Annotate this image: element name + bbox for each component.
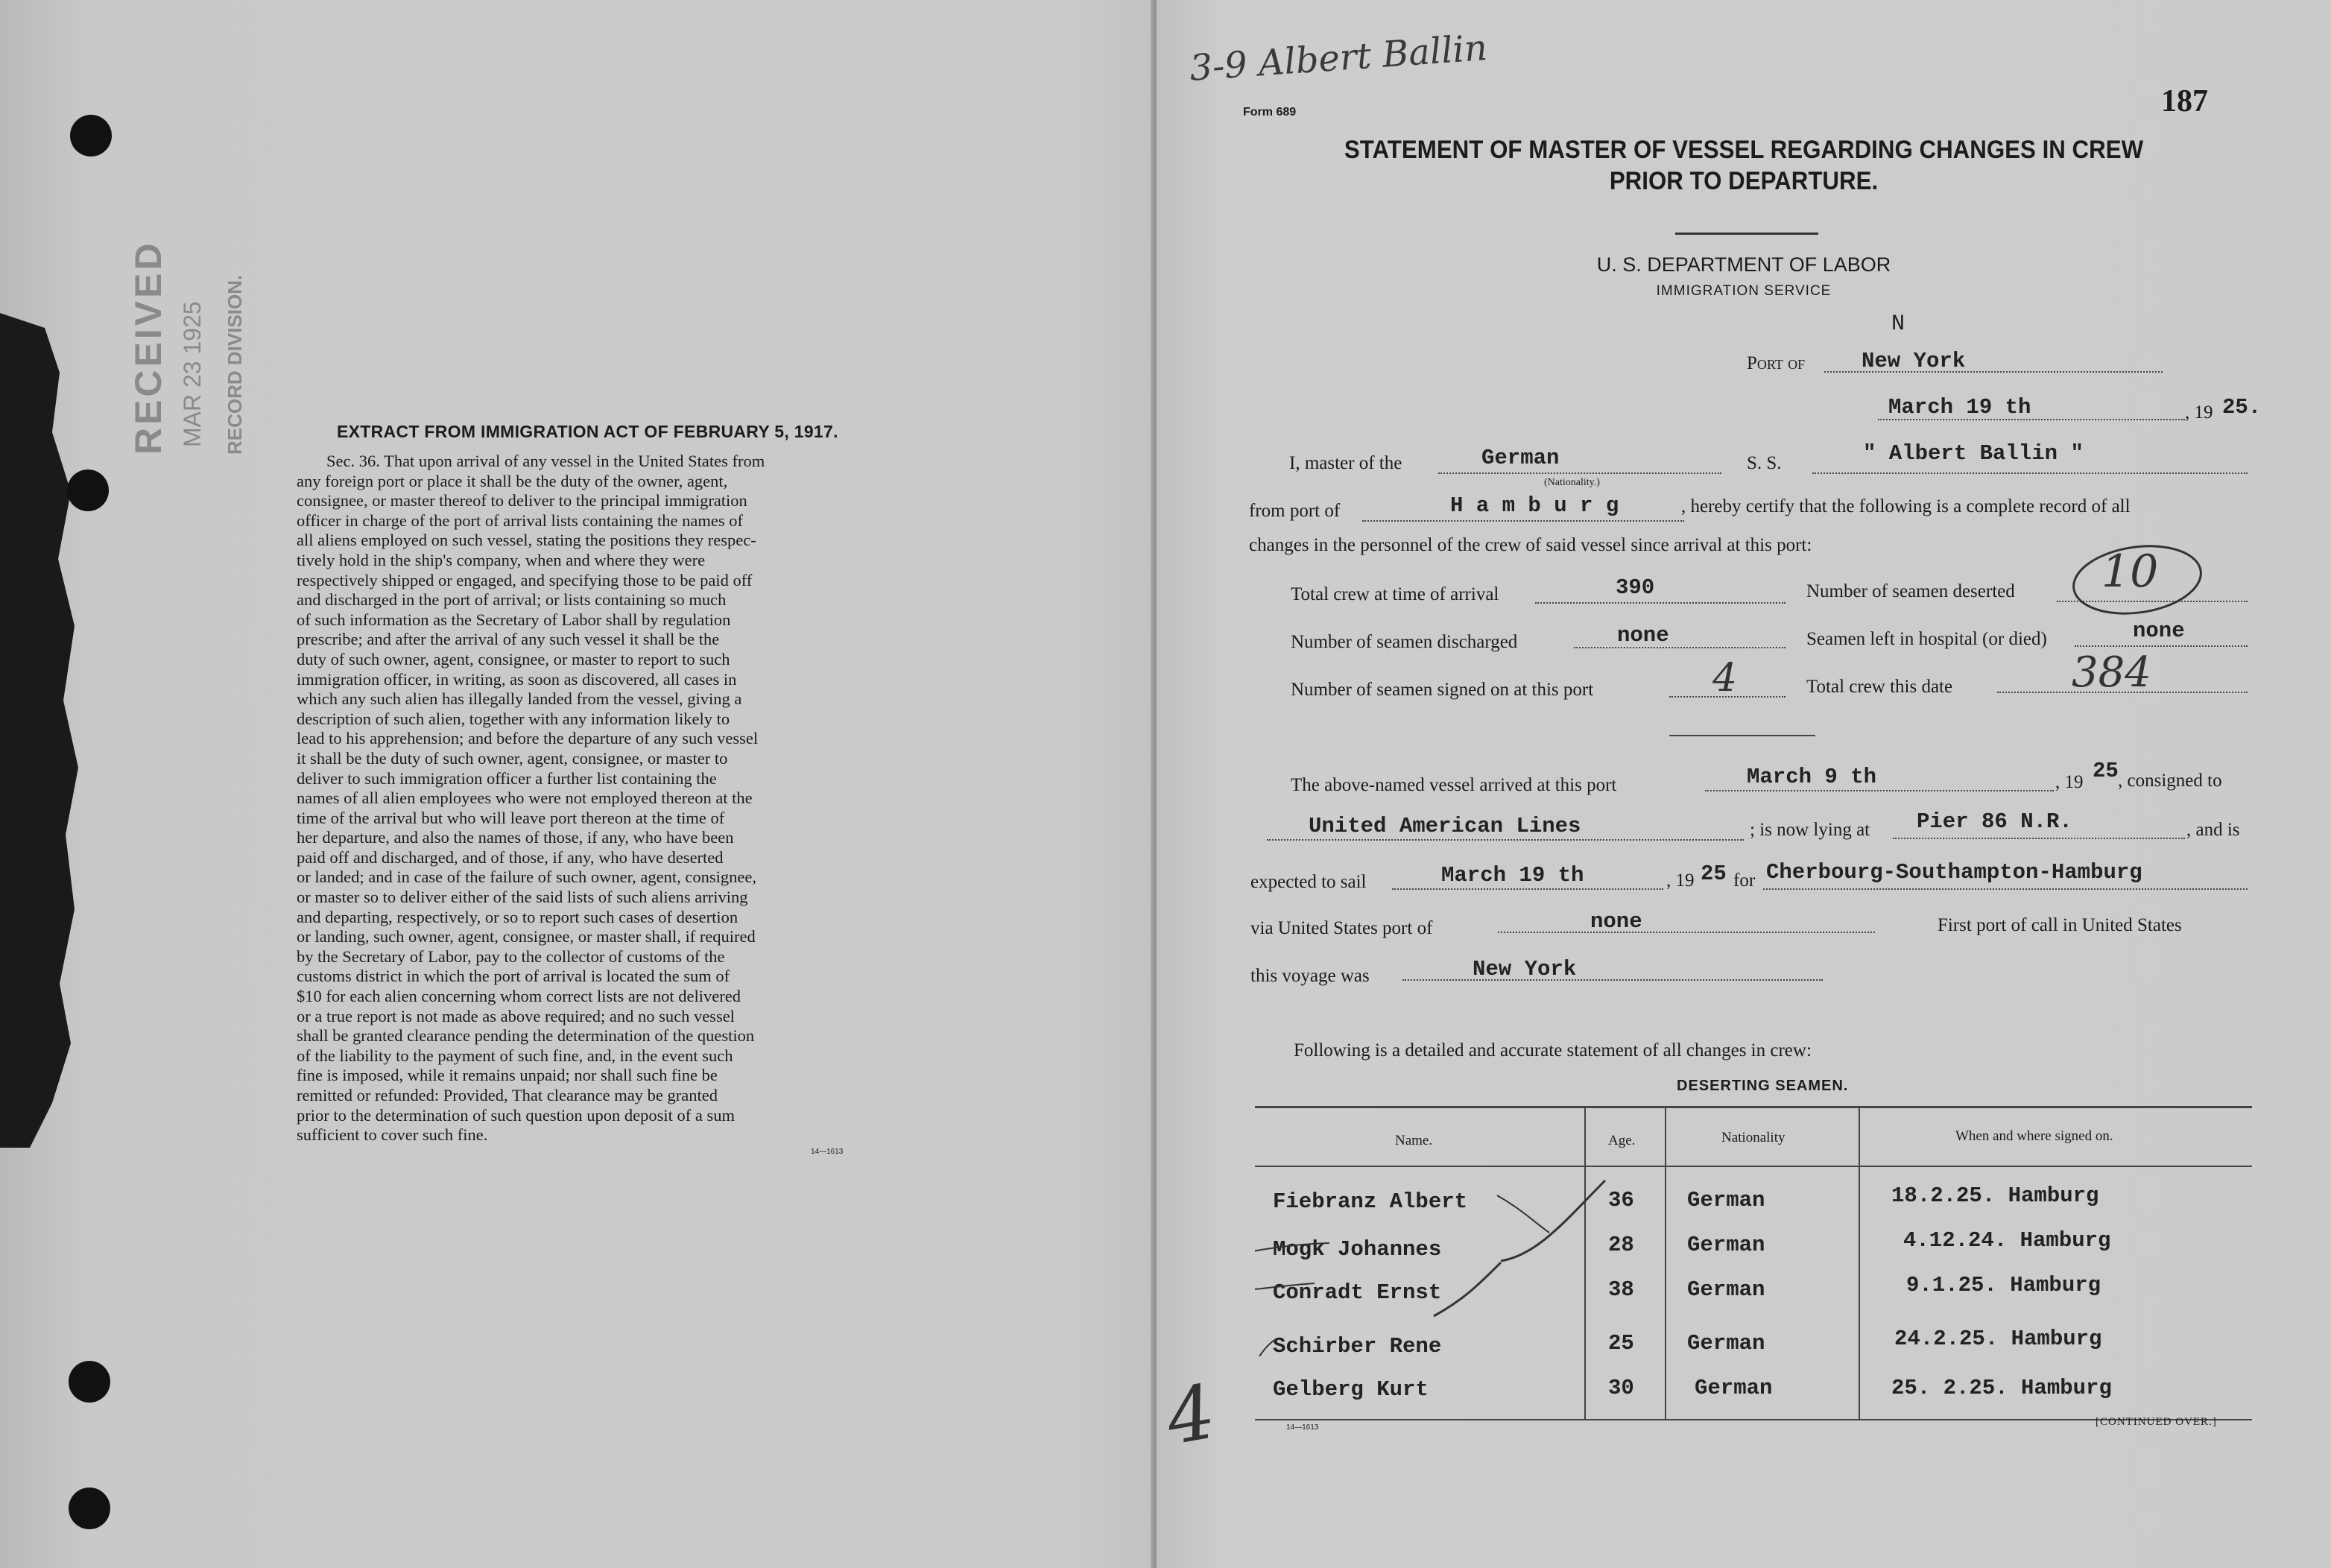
deserted-value: 10	[2101, 546, 2159, 598]
field-line	[1574, 647, 1786, 648]
field-line	[2075, 645, 2248, 647]
form-title-line: STATEMENT OF MASTER OF VESSEL REGARDING CHANGES IN CREW	[1344, 136, 2144, 164]
consignee-value: United American Lines	[1309, 814, 1581, 838]
divider	[1675, 233, 1818, 235]
total-crew-value: 390	[1616, 575, 1655, 600]
seaman-age: 38	[1608, 1277, 1634, 1302]
destination-value: Cherbourg-Southampton-Hamburg	[1766, 860, 2142, 885]
handwritten-annotation: 3-9 Albert Ballin	[1188, 27, 1489, 89]
extract-line: respectively shipped or engaged, and specifying those to be paid off	[297, 570, 753, 589]
total-crew-label: Total crew at time of arrival	[1291, 584, 1499, 604]
extract-line: lead to his apprehension; and before the departure of any such vessel	[297, 729, 759, 748]
department: U. S. DEPARTMENT OF LABOR	[1596, 253, 1891, 276]
discharged-label: Number of seamen discharged	[1291, 632, 1518, 652]
date-year-prefix: , 19	[2185, 402, 2213, 423]
from-port: H a m b u r g	[1450, 493, 1619, 518]
extract-line: officer in charge of the port of arrival lists containing the names of	[297, 510, 743, 530]
margin-mark: 4	[1160, 1368, 1222, 1462]
table-form-code: 14—1613	[1286, 1423, 1319, 1432]
extract-line: names of all alien employees who were not employed thereon at the	[297, 788, 753, 808]
total-date-value: 384	[2072, 648, 2151, 697]
consigned-label: , consigned to	[2118, 771, 2222, 791]
seaman-signed-on: 4.12.24. Hamburg	[1903, 1228, 2111, 1253]
voyage-value: New York	[1473, 957, 1577, 981]
and-is-text: , and is	[2186, 820, 2240, 840]
extract-line: deliver to such immigration officer a further list containing the	[297, 768, 717, 788]
extract-form-code: 14—1613	[811, 1148, 844, 1156]
punch-hole	[69, 1488, 110, 1529]
deserting-seamen-title: DESERTING SEAMEN.	[1677, 1078, 1849, 1094]
extract-line: description of such alien, together with any information likely to	[297, 709, 730, 728]
service: IMMIGRATION SERVICE	[1656, 283, 1832, 299]
form-number: Form 689	[1243, 106, 1297, 118]
seaman-signed-on: 24.2.25. Hamburg	[1894, 1327, 2102, 1351]
extract-line: paid off and discharged, and of those, if any, who have deserted	[297, 847, 724, 867]
seaman-nationality: German	[1687, 1188, 1765, 1213]
seaman-signed-on: 25. 2.25. Hamburg	[1891, 1376, 2112, 1400]
extract-title: EXTRACT FROM IMMIGRATION ACT OF FEBRUARY 5, 1917.	[337, 422, 838, 441]
received-stamp	[89, 216, 283, 462]
extract-line: tively hold in the ship's company, when and where they were	[297, 550, 706, 569]
extract-line: or landing, such owner, agent, consignee, or master shall, if required	[297, 927, 756, 946]
column-header-age: Age.	[1608, 1133, 1636, 1148]
stamp-received: RECEIVED	[127, 240, 169, 455]
extract-line: fine is imposed, while it remains unpaid; nor shall such fine be	[297, 1066, 718, 1085]
seaman-age: 25	[1608, 1331, 1634, 1356]
via-label: via United States port of	[1250, 918, 1433, 938]
field-line	[1267, 839, 1744, 841]
first-port-label: First port of call in United States	[1938, 915, 2182, 935]
continued-note: [CONTINUED OVER.]	[2096, 1416, 2217, 1428]
divider	[1669, 735, 1815, 736]
seaman-age: 36	[1608, 1188, 1634, 1213]
seaman-name: Mogk Johannes	[1273, 1237, 1442, 1262]
extract-line: or landed; and in case of the failure of such owner, agent, consignee,	[297, 867, 756, 887]
extract-line: Sec. 36. That upon arrival of any vessel in the United States from	[326, 452, 765, 470]
extract-line: which any such alien has illegally landed from the vessel, giving a	[297, 689, 742, 709]
port-label: Port of	[1747, 353, 1806, 373]
expected-label: expected to sail	[1250, 872, 1367, 892]
seaman-name: Gelberg Kurt	[1273, 1377, 1429, 1402]
nationality-value: German	[1481, 446, 1560, 470]
punch-hole	[70, 115, 112, 157]
seaman-nationality: German	[1687, 1233, 1765, 1257]
column-header-name: Name.	[1395, 1133, 1433, 1148]
arrived-year: 25	[2093, 759, 2119, 783]
field-line	[1402, 979, 1823, 981]
arrived-year-prefix: , 19	[2055, 772, 2084, 792]
master-label: I, master of the	[1289, 453, 1402, 473]
field-line	[1763, 888, 2248, 890]
field-line	[1705, 790, 2054, 791]
lying-label: ; is now lying at	[1750, 820, 1870, 840]
extract-body	[297, 452, 923, 1145]
certify-text: , hereby certify that the following is a complete record of all	[1681, 496, 2131, 516]
extract-line: and departing, respectively, or so to report such cases of desertion	[297, 907, 738, 926]
extract-line: and discharged in the port of arrival; or lists containing so much	[297, 590, 727, 610]
field-line	[1535, 602, 1786, 604]
torn-edge	[0, 313, 89, 1148]
nationality-note: (Nationality.)	[1544, 477, 1600, 488]
extract-line: shall be granted clearance pending the determination of the question	[297, 1026, 755, 1046]
total-date-label: Total crew this date	[1806, 677, 1953, 697]
seaman-nationality: German	[1687, 1277, 1765, 1302]
extract-line: by the Secretary of Labor, pay to the collector of customs of the	[297, 946, 725, 966]
extract-line: or master so to deliver either of the said lists of such aliens arriving	[297, 888, 748, 907]
stamp-division: RECORD DIVISION.	[224, 274, 246, 455]
deserting-seamen-table	[1255, 1106, 2252, 1420]
stamp-date: MAR 23 1925	[179, 301, 206, 447]
sail-year: 25	[1701, 862, 1727, 886]
page-number: 187	[2161, 84, 2208, 118]
extract-line: prescribe; and after the arrival of any such vessel it shall be the	[297, 630, 720, 649]
seaman-age: 28	[1608, 1233, 1634, 1257]
extract-line: sufficient to cover such fine.	[297, 1125, 488, 1145]
form-title-line: PRIOR TO DEPARTURE.	[1609, 167, 1879, 195]
seaman-signed-on: 18.2.25. Hamburg	[1891, 1183, 2099, 1208]
extract-line: consignee, or master thereof to deliver to the principal immigration	[297, 491, 747, 510]
n-mark: N	[1891, 312, 1905, 337]
for-label: for	[1733, 870, 1756, 891]
hospital-label: Seamen left in hospital (or died)	[1806, 629, 2047, 649]
seaman-name: Fiebranz Albert	[1273, 1189, 1468, 1214]
from-label: from port of	[1249, 501, 1341, 521]
extract-line: $10 for each alien concerning whom correct lists are not delivered	[297, 987, 741, 1006]
following-text: Following is a detailed and accurate statement of all changes in crew:	[1294, 1040, 1812, 1060]
seaman-name: Schirber Rene	[1273, 1334, 1442, 1359]
voyage-label: this voyage was	[1250, 966, 1370, 986]
sail-date: March 19 th	[1441, 863, 1584, 888]
extract-line: remitted or refunded: Provided, That clearance may be granted	[297, 1086, 718, 1104]
sail-year-prefix: , 19	[1666, 870, 1695, 891]
field-line	[1392, 888, 1663, 890]
extract-line: of such information as the Secretary of Labor shall by regulation	[297, 610, 731, 629]
ship-name: " Albert Ballin "	[1863, 441, 2084, 466]
pier-value: Pier 86 N.R.	[1917, 809, 2072, 834]
form-title	[1305, 134, 2183, 197]
seaman-age: 30	[1608, 1376, 1634, 1400]
deserted-label: Number of seamen deserted	[1806, 581, 2015, 601]
via-value: none	[1590, 909, 1642, 934]
signed-value: 4	[1712, 656, 1738, 701]
punch-hole	[67, 470, 109, 511]
arrived-label: The above-named vessel arrived at this port	[1291, 775, 1617, 795]
hospital-value: none	[2133, 619, 2185, 643]
ss-label: S. S.	[1747, 453, 1782, 473]
seaman-nationality: German	[1695, 1376, 1773, 1400]
extract-line: time of the arrival but who will leave port thereon at the time of	[297, 808, 725, 827]
seaman-nationality: German	[1687, 1331, 1765, 1356]
field-line	[1812, 472, 2248, 474]
extract-line: prior to the determination of such question upon deposit of a sum	[297, 1105, 736, 1125]
changes-text: changes in the personnel of the crew of said vessel since arrival at this port:	[1249, 535, 1812, 555]
discharged-value: none	[1617, 623, 1669, 648]
extract-line: customs district in which the port of arrival is located the sum of	[297, 967, 730, 986]
extract-line: all aliens employed on such vessel, stating the positions they respec-	[297, 531, 756, 550]
arrived-value: March 9 th	[1747, 765, 1877, 789]
column-header-nationality: Nationality	[1721, 1130, 1786, 1145]
extract-line: it shall be the duty of such owner, agent, consignee, or master to	[297, 748, 728, 768]
punch-hole	[69, 1361, 110, 1403]
date-year: 25.	[2222, 395, 2262, 420]
seaman-name: Conradt Ernst	[1273, 1280, 1442, 1305]
date-value: March 19 th	[1888, 395, 2031, 420]
field-line	[1438, 472, 1721, 474]
extract-line: any foreign port or place it shall be the duty of the owner, agent,	[297, 471, 728, 490]
column-header-signed: When and where signed on.	[1955, 1128, 2113, 1144]
left-page	[0, 0, 1154, 1568]
check-marks	[1255, 1106, 1702, 1419]
seaman-signed-on: 9.1.25. Hamburg	[1906, 1273, 2101, 1297]
extract-line: her departure, and also the names of those, if any, who have been	[297, 828, 734, 847]
extract-line: duty of such owner, agent, consignee, or master to report to such	[297, 649, 730, 668]
field-line	[1362, 520, 1684, 522]
table-rule	[1859, 1106, 1860, 1419]
field-line	[1893, 838, 2185, 839]
port-value: New York	[1862, 349, 1966, 373]
field-line	[1498, 932, 1875, 933]
extract-line: immigration officer, in writing, as soon as discovered, all cases in	[297, 669, 737, 689]
extract-line: of the liability to the payment of such fine, and, in the event such	[297, 1046, 733, 1065]
extract-line: or a true report is not made as above required; and no such vessel	[297, 1006, 735, 1025]
signed-label: Number of seamen signed on at this port	[1291, 680, 1594, 700]
